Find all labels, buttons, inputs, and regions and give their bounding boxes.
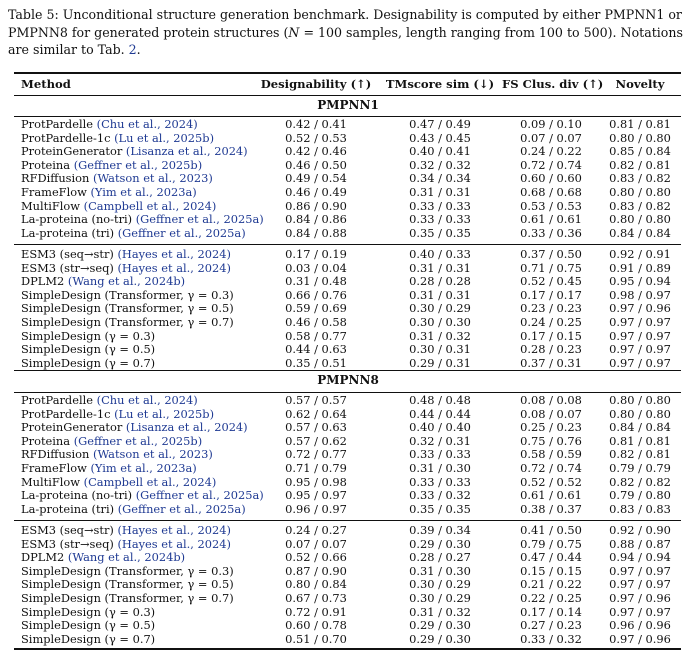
novelty-value: 0.83 / 0.82 <box>609 198 671 213</box>
designability-value: 0.95 / 0.98 <box>285 474 347 489</box>
fs-clus-div-value: 0.08 / 0.07 <box>520 406 582 421</box>
novelty-value: 0.80 / 0.80 <box>609 212 671 227</box>
novelty-value: 0.81 / 0.81 <box>609 433 671 448</box>
citation-link[interactable]: (Wang et al., 2024b) <box>67 274 186 289</box>
novelty-value: 0.97 / 0.97 <box>609 563 671 578</box>
table-row-method <box>21 606 155 620</box>
method-name: SimpleDesign (Transformer, γ = 0.7) <box>21 591 234 605</box>
designability-value: 0.95 / 0.97 <box>285 488 347 503</box>
tmscore-value: 0.35 / 0.35 <box>409 225 471 240</box>
method-name: SimpleDesign (γ = 0.5) <box>21 342 156 357</box>
method-name: La-proteina (no-tri) <box>21 488 136 503</box>
bottom-rule <box>14 648 681 650</box>
designability-value: 0.52 / 0.53 <box>285 130 347 145</box>
tmscore-value: 0.32 / 0.32 <box>409 157 471 172</box>
fs-clus-div-value: 0.23 / 0.23 <box>520 301 582 316</box>
method-name: SimpleDesign (Transformer, γ = 0.3) <box>21 563 234 578</box>
table-row-method <box>21 421 248 435</box>
fs-clus-div-value: 0.15 / 0.15 <box>520 563 582 578</box>
citation-link[interactable]: (Lu et al., 2025b) <box>114 130 215 145</box>
citation-link[interactable]: (Hayes et al., 2024) <box>117 247 231 261</box>
citation-link[interactable]: (Geffner et al., 2025b) <box>73 157 203 172</box>
novelty-value: 0.82 / 0.81 <box>609 447 671 462</box>
designability-value: 0.84 / 0.86 <box>285 212 347 227</box>
designability-value: 0.57 / 0.57 <box>285 393 347 407</box>
designability-value: 0.72 / 0.91 <box>285 604 347 619</box>
designability-value: 0.62 / 0.64 <box>285 406 347 421</box>
tmscore-value: 0.31 / 0.31 <box>409 287 471 302</box>
tmscore-value: 0.28 / 0.27 <box>409 550 471 565</box>
tmscore-value: 0.39 / 0.34 <box>409 523 471 537</box>
fs-clus-div-value: 0.22 / 0.25 <box>520 591 582 605</box>
novelty-value: 0.83 / 0.83 <box>609 501 671 516</box>
designability-value: 0.71 / 0.79 <box>285 461 347 475</box>
tmscore-value: 0.33 / 0.32 <box>409 488 471 503</box>
novelty-value: 0.79 / 0.80 <box>609 488 671 503</box>
table-row-method <box>21 262 231 276</box>
tmscore-value: 0.43 / 0.45 <box>409 130 471 145</box>
novelty-value: 0.92 / 0.90 <box>609 523 671 537</box>
table-row-method <box>21 118 198 132</box>
header-fs-clus-div: FS Clus. div (↑) <box>502 77 604 91</box>
table-row-method <box>21 159 202 173</box>
novelty-value: 0.84 / 0.84 <box>609 420 671 435</box>
fs-clus-div-value: 0.24 / 0.22 <box>520 144 582 159</box>
table-row-method <box>21 394 198 408</box>
citation-link[interactable]: (Geffner et al., 2025a) <box>117 501 246 516</box>
designability-value: 0.42 / 0.46 <box>285 144 347 159</box>
tmscore-value: 0.34 / 0.34 <box>409 171 471 186</box>
method-name: Proteina <box>21 433 74 448</box>
citation-link[interactable]: (Yim et al., 2023a) <box>90 185 197 199</box>
fs-clus-div-value: 0.28 / 0.23 <box>520 342 582 357</box>
fs-clus-div-value: 0.09 / 0.10 <box>520 117 582 131</box>
tmscore-value: 0.28 / 0.28 <box>409 274 471 289</box>
table-row-method <box>21 213 264 227</box>
table-row-method <box>21 592 234 606</box>
novelty-value: 0.97 / 0.97 <box>609 315 671 329</box>
fs-clus-div-value: 0.47 / 0.44 <box>520 550 582 565</box>
header-designability: Designability (↑) <box>260 77 372 91</box>
tmscore-value: 0.31 / 0.31 <box>409 260 471 275</box>
novelty-value: 0.88 / 0.87 <box>609 536 671 551</box>
novelty-value: 0.80 / 0.80 <box>609 130 671 145</box>
designability-value: 0.59 / 0.69 <box>285 301 347 316</box>
designability-value: 0.35 / 0.51 <box>285 355 347 370</box>
method-name: SimpleDesign (γ = 0.7) <box>21 355 156 370</box>
designability-value: 0.87 / 0.90 <box>285 563 347 578</box>
designability-value: 0.60 / 0.78 <box>285 618 347 633</box>
fs-clus-div-value: 0.24 / 0.25 <box>520 315 582 329</box>
table-row-method <box>21 551 185 565</box>
designability-value: 0.31 / 0.48 <box>285 274 347 289</box>
method-name: SimpleDesign (γ = 0.3) <box>21 328 156 343</box>
novelty-value: 0.98 / 0.97 <box>609 287 671 302</box>
citation-link[interactable]: (Lisanza et al., 2024) <box>125 144 248 159</box>
citation-link[interactable]: (Chu et al., 2024) <box>96 393 198 407</box>
method-name: SimpleDesign (Transformer, γ = 0.7) <box>21 315 234 329</box>
citation-link[interactable]: (Hayes et al., 2024) <box>117 536 231 551</box>
tmscore-value: 0.31 / 0.30 <box>409 563 471 578</box>
method-name: La-proteina (tri) <box>21 501 118 516</box>
top-rule <box>14 72 681 74</box>
fs-clus-div-value: 0.61 / 0.61 <box>520 212 582 227</box>
table-row-method <box>21 565 234 579</box>
method-name: DPLM2 <box>21 550 68 565</box>
fs-clus-div-value: 0.21 / 0.22 <box>520 577 582 592</box>
method-name: ProtPardelle-1c <box>21 406 115 421</box>
method-name: SimpleDesign (Transformer, γ = 0.5) <box>21 577 234 592</box>
fs-clus-div-value: 0.37 / 0.50 <box>520 247 582 261</box>
tmscore-value: 0.48 / 0.48 <box>409 393 471 407</box>
designability-value: 0.42 / 0.41 <box>285 117 347 131</box>
fs-clus-div-value: 0.72 / 0.74 <box>520 157 582 172</box>
designability-value: 0.86 / 0.90 <box>285 198 347 213</box>
group-rule <box>14 244 681 245</box>
fs-clus-div-value: 0.17 / 0.17 <box>520 287 582 302</box>
novelty-value: 0.97 / 0.97 <box>609 328 671 343</box>
fs-clus-div-value: 0.58 / 0.59 <box>520 447 582 462</box>
novelty-value: 0.81 / 0.81 <box>609 117 671 131</box>
citation-link[interactable]: (Hayes et al., 2024) <box>117 260 231 275</box>
table-row-method <box>21 227 246 241</box>
novelty-value: 0.97 / 0.97 <box>609 577 671 592</box>
novelty-value: 0.92 / 0.91 <box>609 247 671 261</box>
method-name: FrameFlow <box>21 461 91 475</box>
table-row-method <box>21 435 202 449</box>
fs-clus-div-value: 0.61 / 0.61 <box>520 488 582 503</box>
citation-link[interactable]: (Geffner et al., 2025a) <box>135 212 264 227</box>
novelty-value: 0.95 / 0.94 <box>609 274 671 289</box>
tmscore-value: 0.29 / 0.30 <box>409 631 471 646</box>
table-row-method <box>21 248 231 262</box>
tmscore-value: 0.35 / 0.35 <box>409 501 471 516</box>
novelty-value: 0.82 / 0.82 <box>609 474 671 489</box>
table-row-method <box>21 316 234 330</box>
fs-clus-div-value: 0.37 / 0.31 <box>520 355 582 370</box>
fs-clus-div-value: 0.38 / 0.37 <box>520 501 582 516</box>
fs-clus-div-value: 0.79 / 0.75 <box>520 536 582 551</box>
method-name: La-proteina (no-tri) <box>21 212 136 227</box>
citation-link[interactable]: (Chu et al., 2024) <box>96 117 198 131</box>
tmscore-value: 0.31 / 0.31 <box>409 185 471 199</box>
method-name: MultiFlow <box>21 198 84 213</box>
header-method: Method <box>21 77 71 91</box>
section-rule <box>14 370 681 371</box>
fs-clus-div-value: 0.25 / 0.23 <box>520 420 582 435</box>
citation-link[interactable]: (Geffner et al., 2025a) <box>117 225 246 240</box>
fs-clus-div-value: 0.60 / 0.60 <box>520 171 582 186</box>
method-name: SimpleDesign (γ = 0.5) <box>21 618 156 633</box>
designability-value: 0.66 / 0.76 <box>285 287 347 302</box>
tmscore-value: 0.29 / 0.31 <box>409 355 471 370</box>
designability-value: 0.52 / 0.66 <box>285 550 347 565</box>
header-novelty: Novelty <box>615 77 665 91</box>
tmscore-value: 0.30 / 0.30 <box>409 315 471 329</box>
method-name: SimpleDesign (γ = 0.7) <box>21 631 156 646</box>
novelty-value: 0.97 / 0.96 <box>609 591 671 605</box>
table-caption: Table 5: Unconditional structure generation benchmark. Designability is computed by either PMPNN1 or PMPNN8 for generated protein structures (N = 100 samples, length ranging from 100 to 500). Notations are similar to Tab. 2. <box>8 7 683 57</box>
method-name: RFDiffusion <box>21 447 93 462</box>
section-title-pmpnn8: PMPNN8 <box>317 373 379 387</box>
citation-link[interactable]: (Campbell et al., 2024) <box>83 474 217 489</box>
fs-clus-div-value: 0.71 / 0.75 <box>520 260 582 275</box>
fs-clus-div-value: 0.41 / 0.50 <box>520 523 582 537</box>
table-row-method <box>21 357 155 371</box>
citation-link[interactable]: (Hayes et al., 2024) <box>117 523 231 537</box>
tmscore-value: 0.31 / 0.32 <box>409 328 471 343</box>
designability-value: 0.03 / 0.04 <box>285 260 347 275</box>
table-row-method <box>21 132 214 146</box>
designability-value: 0.46 / 0.49 <box>285 185 347 199</box>
designability-value: 0.57 / 0.63 <box>285 420 347 435</box>
table-row-method <box>21 578 234 592</box>
table-row-method <box>21 619 155 633</box>
designability-value: 0.44 / 0.63 <box>285 342 347 357</box>
method-name: ProtPardelle <box>21 117 97 131</box>
tmscore-value: 0.40 / 0.33 <box>409 247 471 261</box>
fs-clus-div-value: 0.27 / 0.23 <box>520 618 582 633</box>
table-row-method <box>21 524 231 538</box>
table-row-method <box>21 289 234 303</box>
method-name: SimpleDesign (γ = 0.3) <box>21 604 156 619</box>
method-name: ESM3 (seq→str) <box>21 523 118 537</box>
citation-link[interactable]: (Lisanza et al., 2024) <box>125 420 248 435</box>
header-tmscore: TMscore sim (↓) <box>385 77 495 91</box>
table-row-method <box>21 538 231 552</box>
designability-value: 0.57 / 0.62 <box>285 433 347 448</box>
tmscore-value: 0.33 / 0.33 <box>409 212 471 227</box>
designability-value: 0.51 / 0.70 <box>285 631 347 646</box>
novelty-value: 0.80 / 0.80 <box>609 406 671 421</box>
header-rule <box>14 95 681 96</box>
method-name: SimpleDesign (Transformer, γ = 0.5) <box>21 301 234 316</box>
table-row-method <box>21 503 246 517</box>
designability-value: 0.96 / 0.97 <box>285 501 347 516</box>
method-name: ESM3 (str→seq) <box>21 536 118 551</box>
tmscore-value: 0.30 / 0.29 <box>409 301 471 316</box>
method-name: ESM3 (str→seq) <box>21 260 118 275</box>
table-row-method <box>21 200 216 214</box>
fs-clus-div-value: 0.07 / 0.07 <box>520 130 582 145</box>
fs-clus-div-value: 0.68 / 0.68 <box>520 185 582 199</box>
method-name: ProteinGenerator <box>21 144 126 159</box>
fs-clus-div-value: 0.33 / 0.36 <box>520 225 582 240</box>
method-name: ProteinGenerator <box>21 420 126 435</box>
fs-clus-div-value: 0.52 / 0.45 <box>520 274 582 289</box>
tmscore-value: 0.33 / 0.33 <box>409 198 471 213</box>
method-name: ESM3 (seq→str) <box>21 247 118 261</box>
tmscore-value: 0.44 / 0.44 <box>409 406 471 421</box>
designability-value: 0.24 / 0.27 <box>285 523 347 537</box>
fs-clus-div-value: 0.08 / 0.08 <box>520 393 582 407</box>
table-row-method <box>21 145 248 159</box>
table-row-method <box>21 489 264 503</box>
novelty-value: 0.85 / 0.84 <box>609 144 671 159</box>
tmscore-value: 0.30 / 0.31 <box>409 342 471 357</box>
novelty-value: 0.80 / 0.80 <box>609 393 671 407</box>
novelty-value: 0.97 / 0.97 <box>609 342 671 357</box>
novelty-value: 0.97 / 0.97 <box>609 604 671 619</box>
method-name: FrameFlow <box>21 185 91 199</box>
designability-value: 0.17 / 0.19 <box>285 247 347 261</box>
method-name: La-proteina (tri) <box>21 225 118 240</box>
designability-value: 0.84 / 0.88 <box>285 225 347 240</box>
novelty-value: 0.91 / 0.89 <box>609 260 671 275</box>
novelty-value: 0.80 / 0.80 <box>609 185 671 199</box>
tmscore-value: 0.33 / 0.33 <box>409 447 471 462</box>
table-row-method <box>21 476 216 490</box>
citation-link[interactable]: (Geffner et al., 2025a) <box>135 488 264 503</box>
table-row-method <box>21 408 214 422</box>
citation-link[interactable]: (Geffner et al., 2025b) <box>73 433 203 448</box>
novelty-value: 0.82 / 0.81 <box>609 157 671 172</box>
citation-link[interactable]: (Lu et al., 2025b) <box>114 406 215 421</box>
citation-link[interactable]: (Watson et al., 2023) <box>93 447 213 462</box>
designability-value: 0.67 / 0.73 <box>285 591 347 605</box>
method-name: SimpleDesign (Transformer, γ = 0.3) <box>21 287 234 302</box>
novelty-value: 0.97 / 0.97 <box>609 355 671 370</box>
table-reference-link[interactable]: 2 <box>128 42 137 57</box>
novelty-value: 0.84 / 0.84 <box>609 225 671 240</box>
tmscore-value: 0.29 / 0.30 <box>409 618 471 633</box>
novelty-value: 0.97 / 0.96 <box>609 631 671 646</box>
fs-clus-div-value: 0.53 / 0.53 <box>520 198 582 213</box>
tmscore-value: 0.40 / 0.40 <box>409 420 471 435</box>
table-row-method <box>21 302 234 316</box>
tmscore-value: 0.33 / 0.33 <box>409 474 471 489</box>
citation-link[interactable]: (Yim et al., 2023a) <box>90 461 197 475</box>
tmscore-value: 0.31 / 0.30 <box>409 461 471 475</box>
tmscore-value: 0.29 / 0.30 <box>409 536 471 551</box>
designability-value: 0.46 / 0.50 <box>285 157 347 172</box>
designability-value: 0.80 / 0.84 <box>285 577 347 592</box>
novelty-value: 0.97 / 0.96 <box>609 301 671 316</box>
novelty-value: 0.79 / 0.79 <box>609 461 671 475</box>
designability-value: 0.72 / 0.77 <box>285 447 347 462</box>
designability-value: 0.07 / 0.07 <box>285 536 347 551</box>
table-row-method <box>21 330 155 344</box>
citation-link[interactable]: (Watson et al., 2023) <box>93 171 213 186</box>
method-name: MultiFlow <box>21 474 84 489</box>
novelty-value: 0.83 / 0.82 <box>609 171 671 186</box>
designability-value: 0.49 / 0.54 <box>285 171 347 186</box>
fs-clus-div-value: 0.72 / 0.74 <box>520 461 582 475</box>
tmscore-value: 0.40 / 0.41 <box>409 144 471 159</box>
table-row-method <box>21 275 185 289</box>
table-row-method <box>21 172 213 186</box>
designability-value: 0.58 / 0.77 <box>285 328 347 343</box>
tmscore-value: 0.30 / 0.29 <box>409 577 471 592</box>
tmscore-value: 0.47 / 0.49 <box>409 117 471 131</box>
table-row-method <box>21 186 197 200</box>
fs-clus-div-value: 0.17 / 0.15 <box>520 328 582 343</box>
citation-link[interactable]: (Campbell et al., 2024) <box>83 198 217 213</box>
section-title-pmpnn1: PMPNN1 <box>317 98 379 112</box>
fs-clus-div-value: 0.33 / 0.32 <box>520 631 582 646</box>
novelty-value: 0.96 / 0.96 <box>609 618 671 633</box>
group-rule <box>14 520 681 521</box>
fs-clus-div-value: 0.75 / 0.76 <box>520 433 582 448</box>
table-row-method <box>21 633 155 647</box>
method-name: DPLM2 <box>21 274 68 289</box>
table-row-method <box>21 448 213 462</box>
designability-value: 0.46 / 0.58 <box>285 315 347 329</box>
citation-link[interactable]: (Wang et al., 2024b) <box>67 550 186 565</box>
tmscore-value: 0.31 / 0.32 <box>409 604 471 619</box>
method-name: ProtPardelle-1c <box>21 130 115 145</box>
method-name: ProtPardelle <box>21 393 97 407</box>
tmscore-value: 0.32 / 0.31 <box>409 433 471 448</box>
fs-clus-div-value: 0.52 / 0.52 <box>520 474 582 489</box>
novelty-value: 0.94 / 0.94 <box>609 550 671 565</box>
table-row-method <box>21 462 197 476</box>
table-row-method <box>21 343 155 357</box>
fs-clus-div-value: 0.17 / 0.14 <box>520 604 582 619</box>
method-name: RFDiffusion <box>21 171 93 186</box>
method-name: Proteina <box>21 157 74 172</box>
tmscore-value: 0.30 / 0.29 <box>409 591 471 605</box>
